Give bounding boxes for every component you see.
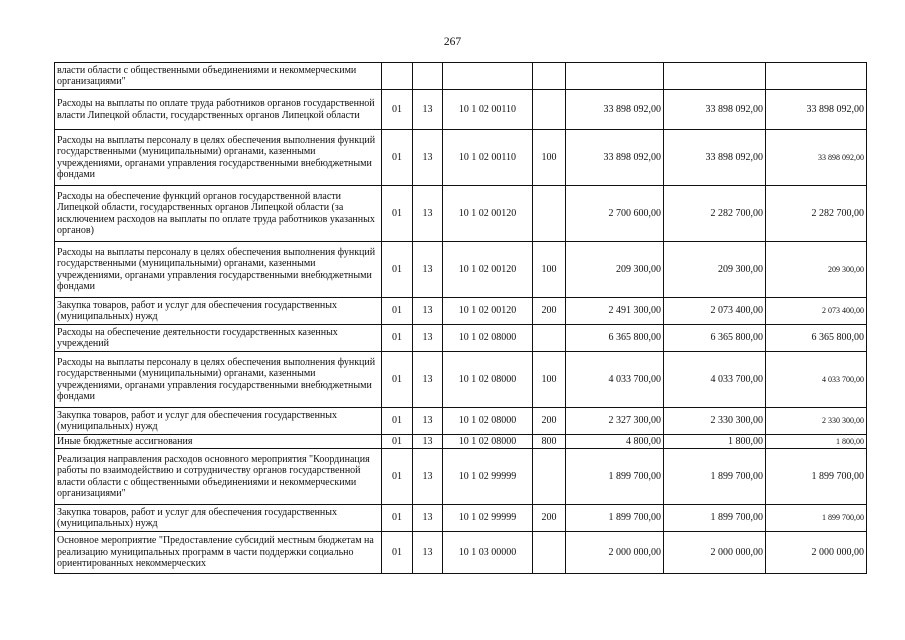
table-row bbox=[55, 532, 867, 574]
amount-year2-cell: 1 899 700,00 bbox=[664, 449, 766, 505]
table-row bbox=[55, 449, 867, 505]
target-article-cell: 10 1 02 00120 bbox=[443, 298, 533, 325]
section-code-cell: 01 bbox=[382, 325, 413, 352]
expense-name-cell: Реализация направления расходов основного мероприятия "Координация работы по взаимодействию и сотрудничеству органов государственной власти области с общественными объединениями и некоммерческими организациями" bbox=[55, 449, 382, 505]
subsection-code-cell: 13 bbox=[413, 130, 443, 186]
table-row bbox=[55, 130, 867, 186]
amount-year1-cell: 1 899 700,00 bbox=[566, 449, 664, 505]
section-code-cell: 01 bbox=[382, 90, 413, 130]
amount-year2-cell: 2 282 700,00 bbox=[664, 186, 766, 242]
target-article-cell: 10 1 02 00110 bbox=[443, 130, 533, 186]
expense-type-cell bbox=[533, 63, 566, 90]
amount-year1-cell: 1 899 700,00 bbox=[566, 505, 664, 532]
amount-year1-cell: 209 300,00 bbox=[566, 242, 664, 298]
subsection-code-cell: 13 bbox=[413, 505, 443, 532]
expense-name-cell: Расходы на выплаты персоналу в целях обеспечения выполнения функций государственными (муниципальными) органами, казенными учреждениями, органами управления государственными внебюджетными фондами bbox=[55, 352, 382, 408]
expense-type-cell: 100 bbox=[533, 130, 566, 186]
expense-type-cell: 800 bbox=[533, 435, 566, 449]
target-article-cell: 10 1 02 08000 bbox=[443, 352, 533, 408]
amount-year2-cell: 4 033 700,00 bbox=[664, 352, 766, 408]
expense-name-cell: Иные бюджетные ассигнования bbox=[55, 435, 382, 449]
subsection-code-cell: 13 bbox=[413, 325, 443, 352]
amount-year3-cell: 2 330 300,00 bbox=[766, 408, 867, 435]
amount-year3-cell: 2 282 700,00 bbox=[766, 186, 867, 242]
amount-year2-cell: 209 300,00 bbox=[664, 242, 766, 298]
amount-year2-cell: 33 898 092,00 bbox=[664, 90, 766, 130]
subsection-code-cell: 13 bbox=[413, 298, 443, 325]
amount-year3-cell: 33 898 092,00 bbox=[766, 130, 867, 186]
expense-name-cell: Расходы на обеспечение деятельности государственных казенных учреждений bbox=[55, 325, 382, 352]
expense-type-cell: 100 bbox=[533, 352, 566, 408]
amount-year1-cell bbox=[566, 63, 664, 90]
amount-year1-cell: 2 000 000,00 bbox=[566, 532, 664, 574]
table-row bbox=[55, 352, 867, 408]
table-row bbox=[55, 90, 867, 130]
expense-type-cell bbox=[533, 186, 566, 242]
amount-year3-cell: 33 898 092,00 bbox=[766, 90, 867, 130]
expense-type-cell bbox=[533, 90, 566, 130]
subsection-code-cell: 13 bbox=[413, 449, 443, 505]
target-article-cell: 10 1 02 99999 bbox=[443, 505, 533, 532]
target-article-cell: 10 1 02 00120 bbox=[443, 242, 533, 298]
target-article-cell: 10 1 02 00120 bbox=[443, 186, 533, 242]
target-article-cell: 10 1 02 08000 bbox=[443, 408, 533, 435]
expense-name-cell: Закупка товаров, работ и услуг для обеспечения государственных (муниципальных) нужд bbox=[55, 298, 382, 325]
amount-year2-cell bbox=[664, 63, 766, 90]
expense-name-cell: Расходы на выплаты персоналу в целях обеспечения выполнения функций государственными (муниципальными) органами, казенными учреждениями, органами управления государственными внебюджетными фондами bbox=[55, 130, 382, 186]
target-article-cell: 10 1 02 08000 bbox=[443, 435, 533, 449]
amount-year1-cell: 33 898 092,00 bbox=[566, 90, 664, 130]
amount-year2-cell: 6 365 800,00 bbox=[664, 325, 766, 352]
table-row bbox=[55, 242, 867, 298]
amount-year3-cell: 4 033 700,00 bbox=[766, 352, 867, 408]
amount-year3-cell: 2 000 000,00 bbox=[766, 532, 867, 574]
table-body bbox=[55, 63, 867, 574]
amount-year2-cell: 33 898 092,00 bbox=[664, 130, 766, 186]
section-code-cell: 01 bbox=[382, 532, 413, 574]
section-code-cell: 01 bbox=[382, 130, 413, 186]
expense-name-cell: Закупка товаров, работ и услуг для обеспечения государственных (муниципальных) нужд bbox=[55, 408, 382, 435]
amount-year3-cell: 6 365 800,00 bbox=[766, 325, 867, 352]
amount-year3-cell: 2 073 400,00 bbox=[766, 298, 867, 325]
amount-year3-cell: 1 800,00 bbox=[766, 435, 867, 449]
budget-table bbox=[54, 62, 867, 574]
section-code-cell bbox=[382, 63, 413, 90]
subsection-code-cell: 13 bbox=[413, 90, 443, 130]
expense-name-cell: Основное мероприятие "Предоставление субсидий местным бюджетам на реализацию муниципальных программ в части поддержки социально ориентированных некоммерческих bbox=[55, 532, 382, 574]
expense-type-cell bbox=[533, 449, 566, 505]
amount-year2-cell: 1 899 700,00 bbox=[664, 505, 766, 532]
section-code-cell: 01 bbox=[382, 449, 413, 505]
target-article-cell bbox=[443, 63, 533, 90]
page-number: 267 bbox=[443, 36, 462, 48]
subsection-code-cell: 13 bbox=[413, 435, 443, 449]
subsection-code-cell bbox=[413, 63, 443, 90]
expense-name-cell: Закупка товаров, работ и услуг для обеспечения государственных (муниципальных) нужд bbox=[55, 505, 382, 532]
target-article-cell: 10 1 02 08000 bbox=[443, 325, 533, 352]
expense-name-cell: Расходы на выплаты по оплате труда работников органов государственной власти Липецкой области, государственных органов Липецкой области bbox=[55, 90, 382, 130]
subsection-code-cell: 13 bbox=[413, 532, 443, 574]
section-code-cell: 01 bbox=[382, 505, 413, 532]
subsection-code-cell: 13 bbox=[413, 186, 443, 242]
table-row bbox=[55, 298, 867, 325]
amount-year2-cell: 2 000 000,00 bbox=[664, 532, 766, 574]
expense-name-cell: Расходы на выплаты персоналу в целях обеспечения выполнения функций государственными (муниципальными) органами, казенными учреждениями, органами управления государственными внебюджетными фондами bbox=[55, 242, 382, 298]
expense-type-cell bbox=[533, 325, 566, 352]
table-row bbox=[55, 505, 867, 532]
amount-year1-cell: 2 700 600,00 bbox=[566, 186, 664, 242]
expense-type-cell bbox=[533, 532, 566, 574]
table-row bbox=[55, 325, 867, 352]
amount-year1-cell: 4 033 700,00 bbox=[566, 352, 664, 408]
amount-year1-cell: 2 327 300,00 bbox=[566, 408, 664, 435]
amount-year3-cell bbox=[766, 63, 867, 90]
amount-year2-cell: 2 073 400,00 bbox=[664, 298, 766, 325]
table-row bbox=[55, 435, 867, 449]
amount-year1-cell: 33 898 092,00 bbox=[566, 130, 664, 186]
target-article-cell: 10 1 02 99999 bbox=[443, 449, 533, 505]
section-code-cell: 01 bbox=[382, 298, 413, 325]
amount-year2-cell: 2 330 300,00 bbox=[664, 408, 766, 435]
target-article-cell: 10 1 02 00110 bbox=[443, 90, 533, 130]
subsection-code-cell: 13 bbox=[413, 242, 443, 298]
subsection-code-cell: 13 bbox=[413, 408, 443, 435]
expense-type-cell: 200 bbox=[533, 408, 566, 435]
amount-year1-cell: 2 491 300,00 bbox=[566, 298, 664, 325]
section-code-cell: 01 bbox=[382, 408, 413, 435]
expense-type-cell: 200 bbox=[533, 298, 566, 325]
table-row bbox=[55, 186, 867, 242]
amount-year2-cell: 1 800,00 bbox=[664, 435, 766, 449]
section-code-cell: 01 bbox=[382, 186, 413, 242]
section-code-cell: 01 bbox=[382, 352, 413, 408]
expense-name-cell: Расходы на обеспечение функций органов государственной власти Липецкой области, государственных органов Липецкой области (за исключением расходов на выплаты по оплате труда работников указанных органов) bbox=[55, 186, 382, 242]
amount-year1-cell: 6 365 800,00 bbox=[566, 325, 664, 352]
table-row bbox=[55, 63, 867, 90]
expense-type-cell: 200 bbox=[533, 505, 566, 532]
table-row bbox=[55, 408, 867, 435]
amount-year1-cell: 4 800,00 bbox=[566, 435, 664, 449]
section-code-cell: 01 bbox=[382, 435, 413, 449]
target-article-cell: 10 1 03 00000 bbox=[443, 532, 533, 574]
amount-year3-cell: 1 899 700,00 bbox=[766, 505, 867, 532]
amount-year3-cell: 1 899 700,00 bbox=[766, 449, 867, 505]
subsection-code-cell: 13 bbox=[413, 352, 443, 408]
expense-name-cell: власти области с общественными объединениями и некоммерческими организациями" bbox=[55, 63, 382, 90]
section-code-cell: 01 bbox=[382, 242, 413, 298]
amount-year3-cell: 209 300,00 bbox=[766, 242, 867, 298]
expense-type-cell: 100 bbox=[533, 242, 566, 298]
